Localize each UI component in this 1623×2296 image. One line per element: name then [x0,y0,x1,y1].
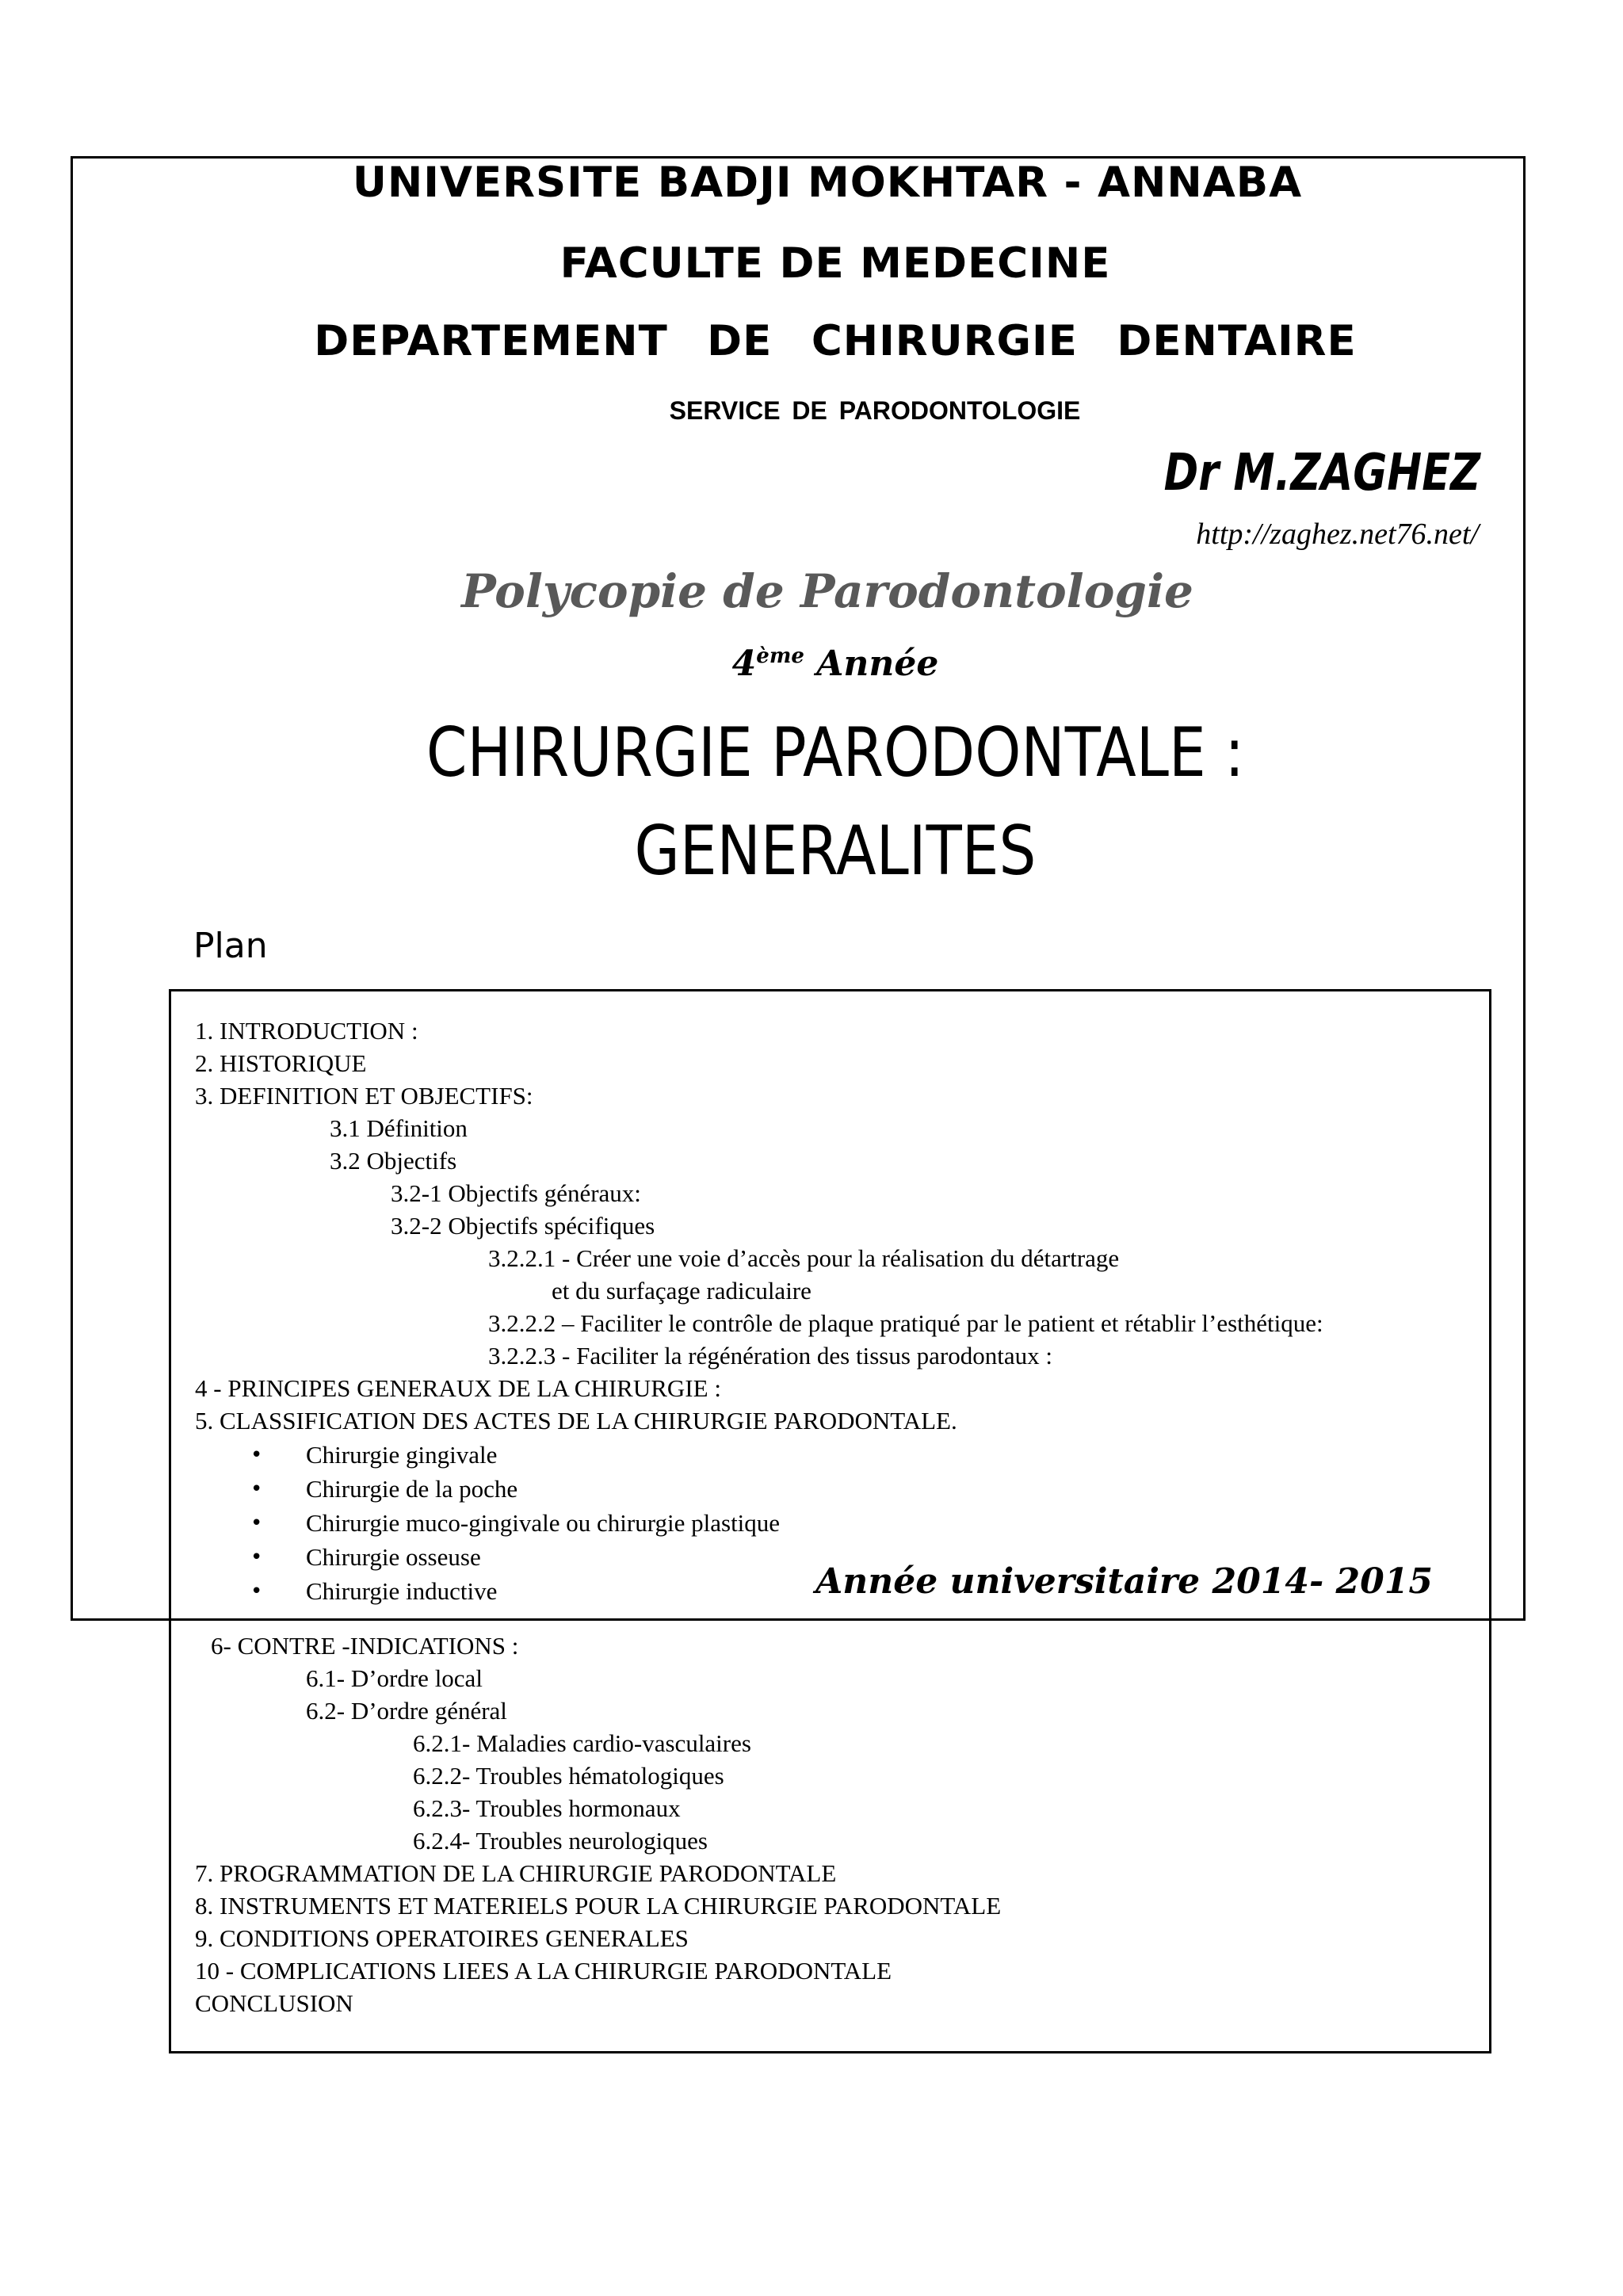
toc-item: 3.2.2.1 - Créer une voie d’accès pour la réalisation du détartrage [488,1244,1120,1272]
course-subtitle: Polycopie de Parodontologie [461,564,1193,618]
toc-item: 3.2-1 Objectifs généraux: [391,1179,641,1207]
bullet-icon: • [250,1443,263,1467]
toc-item: 3.1 Définition [330,1114,468,1142]
bullet-icon: • [250,1511,263,1535]
title-line-1: CHIRURGIE PARODONTALE : [426,713,1245,793]
title-line-2: GENERALITES [634,812,1037,891]
toc-bullet-item: Chirurgie muco-gingivale ou chirurgie plastique [306,1509,781,1537]
toc-item: et du surfaçage radiculaire [552,1277,812,1305]
toc-item: 3.2.2.3 - Faciliter la régénération des tissus parodontaux : [488,1342,1052,1370]
toc-item: 2. HISTORIQUE [195,1049,367,1077]
toc-item: 6.1- D’ordre local [306,1664,483,1692]
toc-bullet-item: Chirurgie osseuse [306,1543,481,1571]
toc-item: 6.2.1- Maladies cardio-vasculaires [413,1729,751,1757]
university-name: UNIVERSITE BADJI MOKHTAR - ANNABA [352,159,1303,207]
academic-year: Année universitaire 2014- 2015 [815,1561,1433,1602]
department-name: DEPARTEMENT DE CHIRURGIE DENTAIRE [314,317,1357,365]
toc-item: 1. INTRODUCTION : [195,1017,418,1045]
year-number: 4 [731,644,757,684]
toc-item: 3.2-2 Objectifs spécifiques [391,1212,655,1240]
toc-item: 10 - COMPLICATIONS LIEES A LA CHIRURGIE PARODONTALE [195,1957,892,1985]
author-url[interactable]: http://zaghez.net76.net/ [1196,518,1479,551]
toc-item: 6.2.2- Troubles hématologiques [413,1762,724,1790]
toc-item: 4 - PRINCIPES GENERAUX DE LA CHIRURGIE : [195,1374,721,1402]
bullet-icon: • [250,1545,263,1569]
toc-item: 5. CLASSIFICATION DES ACTES DE LA CHIRURGIE PARODONTALE. [195,1407,957,1435]
toc-item: CONCLUSION [195,1989,353,2017]
toc-item: 6.2- D’ordre général [306,1697,507,1725]
bullet-icon: • [250,1477,263,1501]
bullet-icon: • [250,1580,263,1603]
service-name: SERVICE DE PARODONTOLOGIE [669,396,1081,425]
plan-label: Plan [193,926,268,966]
toc-item: 6.2.4- Troubles neurologiques [413,1827,708,1855]
toc-item: 3.2 Objectifs [330,1147,457,1175]
faculty-name: FACULTE DE MEDECINE [559,239,1111,288]
year-suffix: ème [756,644,804,668]
year-label: Année [816,644,939,684]
toc-item: 6- CONTRE -INDICATIONS : [211,1632,519,1660]
table-of-contents [169,989,1491,2053]
toc-item: 7. PROGRAMMATION DE LA CHIRURGIE PARODONTALE [195,1859,837,1887]
toc-item: 6.2.3- Troubles hormonaux [413,1794,681,1822]
toc-item: 8. INSTRUMENTS ET MATERIELS POUR LA CHIRURGIE PARODONTALE [195,1892,1002,1920]
author-name: Dr M.ZAGHEZ [1163,444,1480,502]
toc-bullet-item: Chirurgie gingivale [306,1441,498,1469]
toc-item: 3.2.2.2 – Faciliter le contrôle de plaque pratiqué par le patient et rétablir l’esthétique: [488,1309,1323,1337]
document-title [0,704,1623,900]
toc-bullet-item: Chirurgie inductive [306,1577,498,1605]
toc-item: 9. CONDITIONS OPERATOIRES GENERALES [195,1924,689,1952]
toc-bullet-item: Chirurgie de la poche [306,1475,518,1503]
toc-item: 3. DEFINITION ET OBJECTIFS: [195,1082,533,1110]
course-year [0,644,1623,684]
